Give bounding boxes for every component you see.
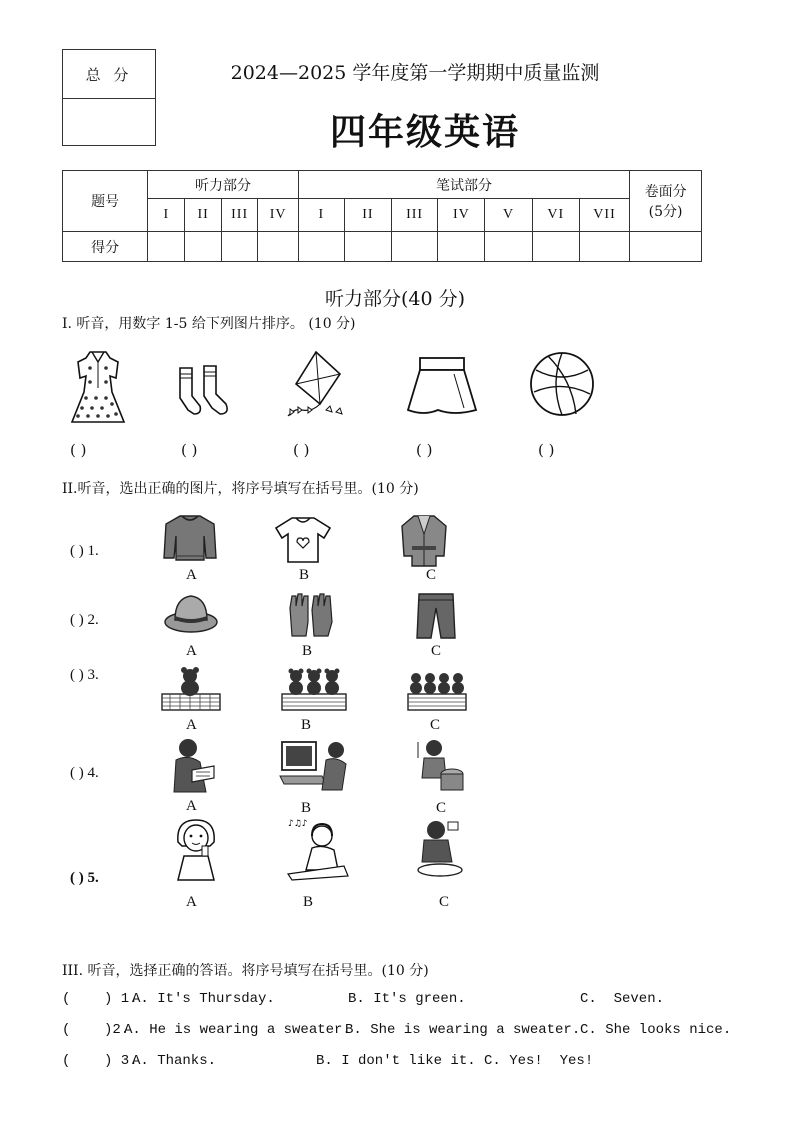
order-answer-paren[interactable]: ( ) bbox=[70, 441, 87, 459]
order-answer-paren[interactable]: ( ) bbox=[538, 441, 555, 459]
writing-col: I bbox=[298, 199, 344, 232]
option-label: C bbox=[439, 894, 450, 910]
score-cell[interactable] bbox=[532, 232, 579, 262]
question-number[interactable]: ( ) 5. bbox=[70, 870, 99, 886]
option-label: B bbox=[301, 800, 312, 816]
basketball-icon bbox=[528, 350, 596, 418]
choice-a: A. It's Thursday. bbox=[132, 991, 275, 1007]
writing-col: II bbox=[344, 199, 391, 232]
table-header-neatness bbox=[630, 171, 702, 232]
score-cell[interactable] bbox=[344, 232, 391, 262]
svg-text:♪♫♪: ♪♫♪ bbox=[288, 819, 308, 829]
kite-icon bbox=[282, 350, 348, 426]
part1-heading: I. 听音，用数字 1-5 给下列图片排序。 (10 分) bbox=[62, 316, 356, 332]
question-number[interactable]: ( ) 3. bbox=[70, 667, 99, 683]
choice-c: C. Seven. bbox=[580, 991, 665, 1007]
grade-title: 四年级英语 bbox=[329, 111, 520, 153]
writing-col: IV bbox=[438, 199, 485, 232]
answer-paren[interactable]: ( ) 1. bbox=[62, 991, 138, 1007]
table-header-writing: 笔试部分 bbox=[298, 171, 629, 199]
listening-col: I bbox=[148, 199, 185, 232]
score-cell[interactable] bbox=[221, 232, 258, 262]
choice-b: B. It's green. bbox=[348, 991, 466, 1007]
option-label: A bbox=[186, 894, 197, 910]
hat-icon bbox=[163, 592, 219, 636]
score-cell[interactable] bbox=[185, 232, 221, 262]
order-answer-paren[interactable]: ( ) bbox=[181, 441, 198, 459]
table-header-question-number: 题号 bbox=[63, 171, 148, 232]
option-label: C bbox=[426, 567, 437, 583]
choice-c: C. She looks nice. bbox=[580, 1022, 732, 1038]
score-cell[interactable] bbox=[258, 232, 298, 262]
choice-b: B. I don't like it. bbox=[316, 1053, 476, 1069]
part2-heading: II.听音，选出正确的图片，将序号填写在括号里。(10 分) bbox=[62, 481, 419, 497]
choice-c: C. Yes! Yes! bbox=[484, 1053, 594, 1069]
question-number[interactable]: ( ) 1. bbox=[70, 543, 99, 559]
girl-sitting-icon bbox=[414, 818, 466, 880]
writing-col: III bbox=[391, 199, 437, 232]
neatness-label: 卷面分 bbox=[644, 184, 687, 200]
exam-title: 2024—2025 学年度第一学期期中质量监测 bbox=[230, 62, 600, 84]
score-cell[interactable] bbox=[485, 232, 532, 262]
question-number[interactable]: ( ) 2. bbox=[70, 612, 99, 628]
score-cell[interactable] bbox=[579, 232, 629, 262]
option-label: A bbox=[186, 717, 197, 733]
boy-drums-icon bbox=[414, 738, 466, 796]
girl-phone-icon bbox=[170, 816, 222, 884]
option-label: B bbox=[301, 717, 312, 733]
answer-paren[interactable]: ( ) 3. bbox=[62, 1053, 138, 1069]
neatness-points: (5分) bbox=[648, 204, 683, 220]
option-label: C bbox=[431, 643, 442, 659]
question-number[interactable]: ( ) 4. bbox=[70, 765, 99, 781]
coat-icon bbox=[398, 512, 450, 568]
one-bear-icon bbox=[160, 664, 222, 714]
order-answer-paren[interactable]: ( ) bbox=[416, 441, 433, 459]
skirt-icon bbox=[404, 354, 480, 420]
writing-col: VI bbox=[532, 199, 579, 232]
score-row-label: 得分 bbox=[63, 232, 148, 262]
total-score-label: 总 分 bbox=[63, 50, 155, 99]
computer-icon bbox=[276, 736, 352, 796]
gloves-icon bbox=[284, 592, 336, 640]
option-label: B bbox=[303, 894, 314, 910]
writing-col: VII bbox=[579, 199, 629, 232]
score-cell[interactable] bbox=[438, 232, 485, 262]
woman-reading-icon bbox=[166, 736, 218, 798]
listening-col: II bbox=[185, 199, 221, 232]
choice-a: A. Thanks. bbox=[132, 1053, 217, 1069]
option-label: B bbox=[299, 567, 310, 583]
option-label: C bbox=[436, 800, 447, 816]
option-label: B bbox=[302, 643, 313, 659]
tshirt-icon bbox=[272, 514, 334, 566]
socks-icon bbox=[174, 362, 236, 422]
listening-col: IV bbox=[258, 199, 298, 232]
score-cell[interactable] bbox=[298, 232, 344, 262]
score-cell[interactable] bbox=[148, 232, 185, 262]
girl-music-icon bbox=[282, 814, 354, 884]
score-table bbox=[62, 170, 702, 262]
four-bears-icon bbox=[406, 664, 468, 714]
total-score-box bbox=[62, 49, 156, 146]
writing-col: V bbox=[485, 199, 532, 232]
score-cell[interactable] bbox=[391, 232, 437, 262]
dress-icon bbox=[66, 348, 130, 428]
listening-col: III bbox=[221, 199, 258, 232]
choice-b: B. She is wearing a sweater. bbox=[345, 1022, 581, 1038]
sweater-icon bbox=[162, 512, 218, 564]
choice-a: A. He is wearing a sweater. bbox=[124, 1022, 351, 1038]
option-label: A bbox=[186, 643, 197, 659]
option-label: A bbox=[186, 567, 197, 583]
three-bears-icon bbox=[280, 664, 348, 714]
part3-heading: III. 听音，选择正确的答语。将序号填写在括号里。(10 分) bbox=[62, 963, 429, 979]
pants-icon bbox=[413, 590, 459, 642]
listening-section-title: 听力部分(40 分) bbox=[324, 288, 466, 310]
table-header-listening: 听力部分 bbox=[148, 171, 299, 199]
option-label: C bbox=[430, 717, 441, 733]
order-answer-paren[interactable]: ( ) bbox=[293, 441, 310, 459]
option-label: A bbox=[186, 798, 197, 814]
score-cell[interactable] bbox=[630, 232, 702, 262]
answer-paren[interactable]: ( )2. bbox=[62, 1022, 130, 1038]
